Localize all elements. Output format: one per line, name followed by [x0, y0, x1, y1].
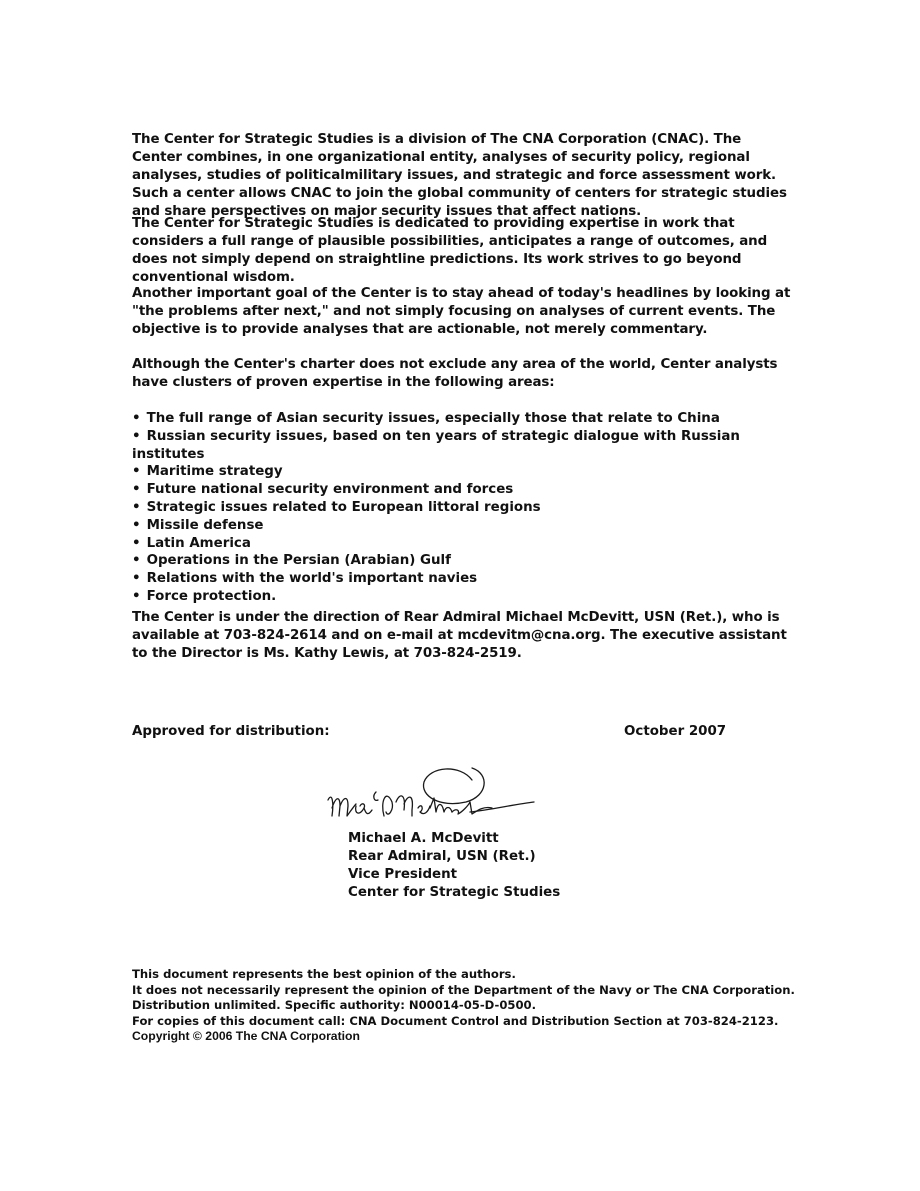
list-item: • Missile defense [132, 517, 792, 535]
list-item: • Operations in the Persian (Arabian) Gulf [132, 552, 792, 570]
signature-block [348, 830, 560, 902]
charter-paragraph: Although the Center's charter does not exclude any area of the world, Center analysts have clusters of proven expertise in the following areas: [132, 357, 778, 390]
expertise-list [132, 410, 792, 606]
signatory-rank: Rear Admiral, USN (Ret.) [348, 849, 536, 864]
list-item: • Strategic issues related to European littoral regions [132, 499, 792, 517]
signatory-name: Michael A. McDevitt [348, 831, 499, 846]
goal-paragraph: Another important goal of the Center is to stay ahead of today's headlines by looking at "the problems after next," and not simply focusing on analyses of current events. The objective is to provide analyses that are actionable, not merely commentary. [132, 286, 791, 337]
signatory-title: Vice President [348, 867, 458, 882]
footer-line: For copies of this document call: CNA Document Control and Distribution Section at 703-824-2123. [132, 1013, 779, 1028]
list-item: • Force protection. [132, 588, 792, 606]
list-item: • Future national security environment and forces [132, 481, 792, 499]
footer-line: This document represents the best opinion of the authors. [132, 967, 516, 981]
intro-paragraph: The Center for Strategic Studies is a division of The CNA Corporation (CNAC). The Center combines, in one organizational entity, analyses of security policy, regional analyses, studies of politicalmilitary issues, and strategic and force assessment work. Such a center allows CNAC to join the global community of centers for strategic studies and share perspectives on major security issues that affect nations. [132, 132, 787, 219]
footer-disclaimer [132, 967, 812, 1045]
footer-line: Distribution unlimited. Specific authority: N00014-05-D-0500. [132, 998, 536, 1012]
signatory-organization: Center for Strategic Studies [348, 885, 561, 900]
list-item: • Russian security issues, based on ten years of strategic dialogue with Russian institutes [132, 428, 792, 464]
list-item: • Relations with the world's important navies [132, 570, 792, 588]
list-item: • Maritime strategy [132, 463, 792, 481]
approval-label: Approved for distribution: [132, 724, 330, 739]
footer-line: It does not necessarily represent the opinion of the Department of the Navy or The CNA Corporation. [132, 982, 795, 997]
handwritten-signature [320, 762, 552, 834]
list-item: • Latin America [132, 535, 792, 553]
director-paragraph: The Center is under the direction of Rear Admiral Michael McDevitt, USN (Ret.), who is available at 703-824-2614 and on e-mail at mcdevitm@cna.org. The executive assistant to the Director is Ms. Kathy Lewis, at 703-824-2519. [132, 610, 787, 661]
copyright-notice: Copyright © 2006 The CNA Corporation [132, 1029, 360, 1043]
list-item: • The full range of Asian security issues, especially those that relate to China [132, 410, 792, 428]
approval-date: October 2007 [624, 724, 727, 739]
expertise-paragraph: The Center for Strategic Studies is dedicated to providing expertise in work that considers a full range of plausible possibilities, anticipates a range of outcomes, and does not simply depend on straightline predictions. Its work strives to go beyond conventional wisdom. [132, 216, 768, 285]
